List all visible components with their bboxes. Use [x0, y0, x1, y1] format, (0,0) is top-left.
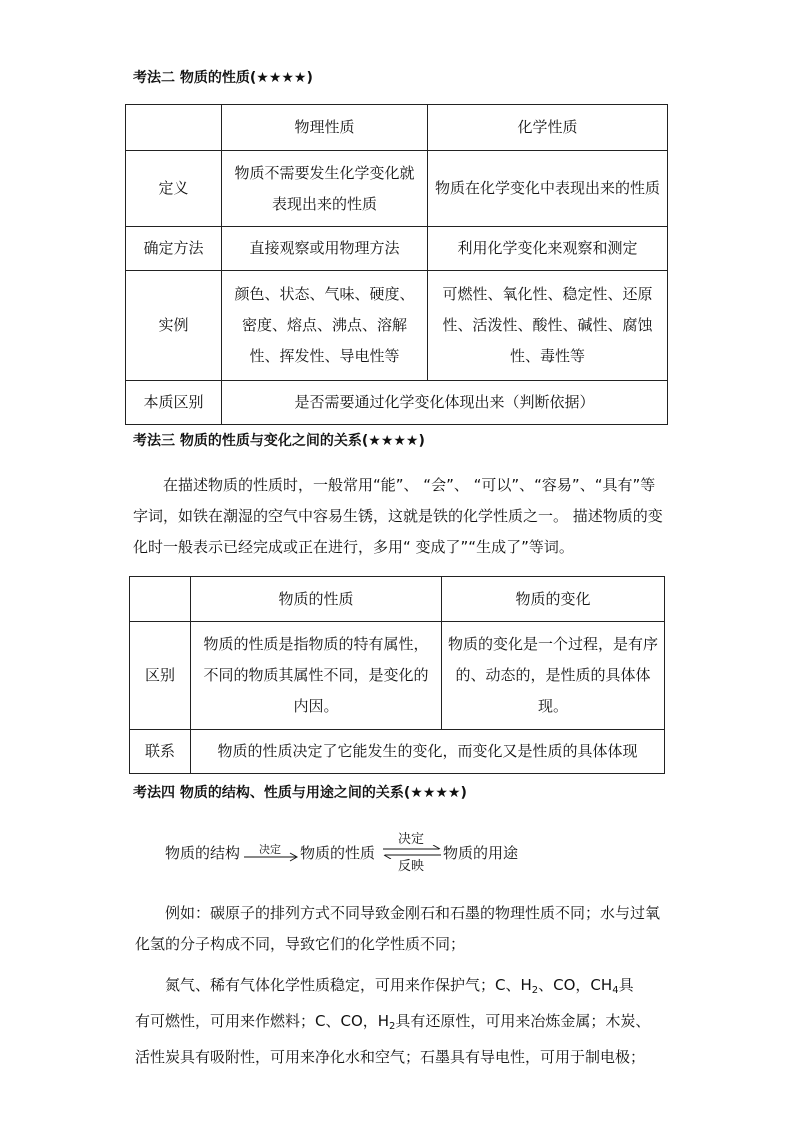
- row-label-connection: 联系: [130, 730, 191, 774]
- uses-line3: 活性炭具有吸附性，可用来净化水和空气；石墨具有导电性，可用于制电极；: [135, 1048, 646, 1066]
- properties-table: [125, 104, 668, 425]
- diagram-usage: 物质的用途: [443, 844, 519, 862]
- subscript-4: 4: [612, 985, 619, 996]
- row-label-difference: 区别: [130, 622, 191, 730]
- diagram-arrow2-top-label: 决定: [398, 832, 425, 847]
- uses-line1-b: 、CO，CH: [538, 976, 613, 994]
- relation-table: [129, 576, 665, 774]
- diagram-property: 物质的性质: [300, 844, 376, 862]
- uses-line1-c: 具: [618, 976, 634, 994]
- uses-line1-a: 氮气、稀有气体化学性质稳定，可用来作保护气；C、H: [165, 976, 532, 994]
- table2-header-cell: [130, 577, 191, 622]
- table-header-physical: 物理性质: [222, 105, 428, 151]
- example-paragraph: 例如：碳原子的排列方式不同导致金刚石和石墨的物理性质不同；水与过氧化氢的分子构成不同，导致它们的化学性质不同；: [135, 904, 661, 953]
- cell-chemical-definition: 物质在化学变化中表现出来的性质: [428, 151, 668, 227]
- table2-header-property: 物质的性质: [191, 577, 442, 622]
- uses-line2-b: 具有还原性，可用来冶炼金属；木炭、: [395, 1012, 651, 1030]
- row-label-definition: 定义: [126, 151, 222, 227]
- diagram-arrow2-bottom-label: 反映: [398, 859, 425, 874]
- subscript-2: 2: [531, 985, 539, 996]
- table2-header-change: 物质的变化: [442, 577, 665, 622]
- cell-difference-property: 物质的性质是指物质的特有属性，不同的物质其属性不同，是变化的内因。: [191, 622, 442, 730]
- cell-connection: 物质的性质决定了它能发生的变化，而变化又是性质的具体体现: [191, 730, 665, 774]
- uses-line2-a: 有可燃性，可用来作燃料；C、CO，H: [135, 1012, 390, 1030]
- cell-difference-change: 物质的变化是一个过程，是有序的、动态的，是性质的具体体现。: [442, 622, 665, 730]
- table-header-chemical: 化学性质: [428, 105, 668, 151]
- row-label-examples: 实例: [126, 271, 222, 381]
- cell-physical-definition: 物质不需要发生化学变化就表现出来的性质: [222, 151, 428, 227]
- subscript-2b: 2: [389, 1021, 396, 1032]
- row-label-essence: 本质区别: [126, 381, 222, 425]
- table-header-cell: [126, 105, 222, 151]
- cell-chemical-examples: 可燃性、氧化性、稳定性、还原性、活泼性、酸性、碱性、腐蚀性、毒性等: [428, 271, 668, 381]
- right-arrow-icon: [244, 852, 300, 862]
- paragraph-property-vs-change: 在描述物质的性质时，一般常用“能”、 “会”、 “可以”、“容易”、“具有”等字词，如铁在潮湿的空气中容易生锈，这就是铁的化学性质之一。 描述物质的变化时一般表示已经完成或正在进行，多用“ 变成了”“生成了”等词。: [133, 476, 663, 556]
- section-heading-3: 考法三 物质的性质与变化之间的关系(★★★★): [133, 433, 425, 449]
- cell-physical-examples: 颜色、状态、气味、硬度、密度、熔点、沸点、溶解性、挥发性、导电性等: [222, 271, 428, 381]
- cell-essence: 是否需要通过化学变化体现出来（判断依据）: [222, 381, 668, 425]
- diagram-arrow1-label: 决定: [259, 843, 281, 856]
- diagram-structure: 物质的结构: [165, 844, 241, 862]
- row-label-method: 确定方法: [126, 227, 222, 271]
- cell-physical-method: 直接观察或用物理方法: [222, 227, 428, 271]
- cell-chemical-method: 利用化学变化来观察和测定: [428, 227, 668, 271]
- section-heading-4: 考法四 物质的结构、性质与用途之间的关系(★★★★): [133, 785, 467, 801]
- uses-paragraph: [135, 970, 675, 1073]
- section-heading-2: 考法二 物质的性质(★★★★): [133, 70, 313, 86]
